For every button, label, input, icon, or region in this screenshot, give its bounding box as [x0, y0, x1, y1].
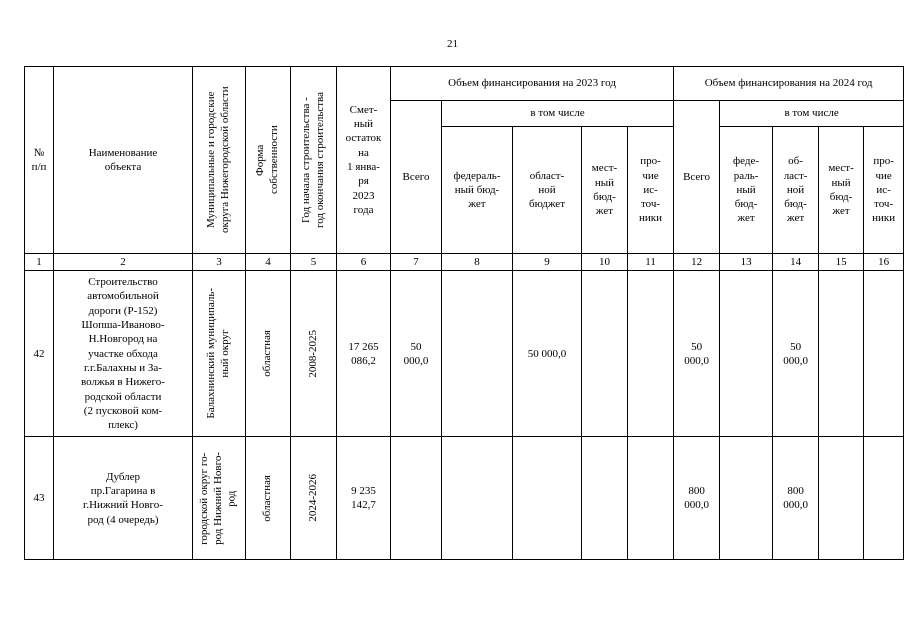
row-total-2024: 50 000,0: [674, 271, 720, 437]
header-fin-2024: Объем финансирования на 2024 год: [674, 67, 904, 101]
column-number-row: [25, 254, 904, 271]
column-number: 8: [442, 254, 513, 271]
row-years: 2024-2026: [306, 474, 319, 523]
row-other-2023: [628, 437, 674, 560]
header-federal-2024: феде- раль- ный бюд- жет: [720, 127, 773, 254]
row-object-name: Дублер пр.Гагарина в г.Нижний Новго- род (4 очередь): [54, 437, 193, 560]
row-federal-2024: [720, 437, 773, 560]
row-years-cell: [291, 437, 337, 560]
row-num: 43: [25, 437, 54, 560]
header-years-cell: [291, 67, 337, 254]
row-local-2024: [819, 271, 864, 437]
column-number: 4: [246, 254, 291, 271]
column-number: 1: [25, 254, 54, 271]
column-number: 7: [391, 254, 442, 271]
column-number: 13: [720, 254, 773, 271]
row-federal-2023: [442, 437, 513, 560]
header-local-2023: мест- ный бюд- жет: [582, 127, 628, 254]
header-balance: Смет- ный остаток на 1 янва- ря 2023 года: [337, 67, 391, 254]
header-ownership: Форма собственности: [254, 125, 280, 195]
header-fin-2023: Объем финансирования на 2023 год: [391, 67, 674, 101]
row-num: 42: [25, 271, 54, 437]
row-total-2023: [391, 437, 442, 560]
financing-table: [24, 66, 904, 560]
header-regional-2023: област- ной бюджет: [513, 127, 582, 254]
header-federal-2023: федераль- ный бюд- жет: [442, 127, 513, 254]
column-number: 14: [773, 254, 819, 271]
row-years: 2008-2025: [306, 329, 319, 378]
header-municipality: Муниципальные и городские округа Нижегородской области: [205, 86, 231, 234]
row-balance: 9 235 142,7: [337, 437, 391, 560]
row-balance: 17 265 086,2: [337, 271, 391, 437]
row-federal-2024: [720, 271, 773, 437]
row-ownership-cell: [246, 271, 291, 437]
header-ownership-cell: [246, 67, 291, 254]
row-other-2024: [864, 437, 904, 560]
page-number: 21: [447, 38, 458, 50]
row-local-2024: [819, 437, 864, 560]
column-number: 5: [291, 254, 337, 271]
header-municipality-cell: [193, 67, 246, 254]
column-number: 11: [628, 254, 674, 271]
header-local-2024: мест- ный бюд- жет: [819, 127, 864, 254]
column-number: 10: [582, 254, 628, 271]
column-number: 2: [54, 254, 193, 271]
row-other-2024: [864, 271, 904, 437]
row-ownership: областная: [261, 474, 274, 522]
column-number: 9: [513, 254, 582, 271]
row-municipality-cell: [193, 437, 246, 560]
header-total-2024: Всего: [674, 101, 720, 254]
row-regional-2023: [513, 437, 582, 560]
header-including-2024: в том числе: [720, 101, 904, 127]
row-municipality-cell: [193, 271, 246, 437]
table-row: [25, 437, 904, 560]
column-number: 16: [864, 254, 904, 271]
column-number: 3: [193, 254, 246, 271]
row-years-cell: [291, 271, 337, 437]
header-name: Наименование объекта: [54, 67, 193, 254]
row-ownership-cell: [246, 437, 291, 560]
row-object-name: Строительство автомобильной дороги (Р-152) Шопша-Иваново- Н.Новгород на участке обхода г.г.Балахны и За- волжья в Нижего- родской области (2 пусковой ком- плекс): [54, 271, 193, 437]
table-row: [25, 271, 904, 437]
row-regional-2023: 50 000,0: [513, 271, 582, 437]
column-number: 6: [337, 254, 391, 271]
column-number: 12: [674, 254, 720, 271]
header-total-2023: Всего: [391, 101, 442, 254]
row-regional-2024: 800 000,0: [773, 437, 819, 560]
row-municipality: городской округ го- род Нижний Новго- род: [198, 451, 238, 545]
row-other-2023: [628, 271, 674, 437]
header-including-2023: в том числе: [442, 101, 674, 127]
header-num: № п/п: [25, 67, 54, 254]
row-regional-2024: 50 000,0: [773, 271, 819, 437]
row-total-2023: 50 000,0: [391, 271, 442, 437]
row-local-2023: [582, 437, 628, 560]
header-years: Год начала строительства - год окончания строительства: [299, 92, 326, 228]
header-other-2024: про- чие ис- точ- ники: [864, 127, 904, 254]
header-regional-2024: об- ласт- ной бюд- жет: [773, 127, 819, 254]
row-municipality: Балахнинский муниципаль- ный округ: [205, 288, 231, 420]
row-total-2024: 800 000,0: [674, 437, 720, 560]
header-other-2023: про- чие ис- точ- ники: [628, 127, 674, 254]
row-ownership: областная: [261, 330, 274, 378]
row-federal-2023: [442, 271, 513, 437]
column-number: 15: [819, 254, 864, 271]
row-local-2023: [582, 271, 628, 437]
